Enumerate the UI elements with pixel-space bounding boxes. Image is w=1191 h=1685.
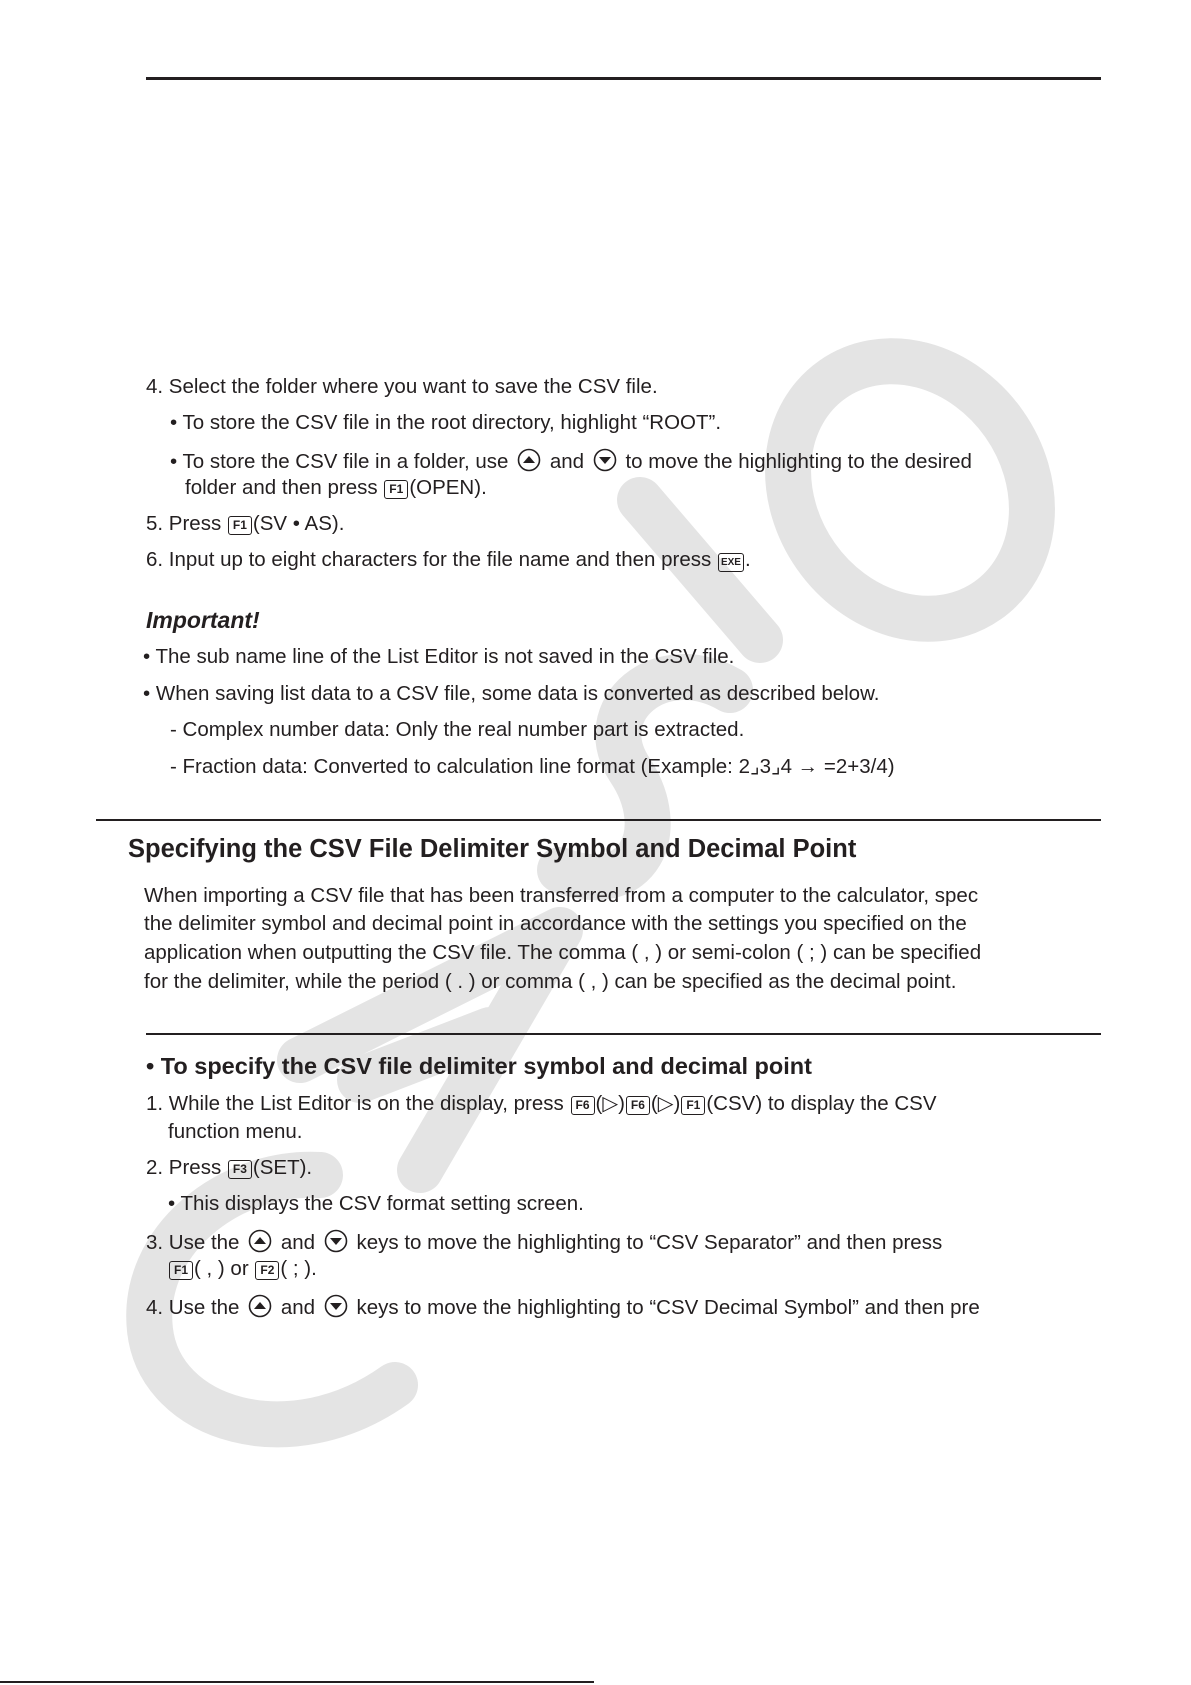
section-paragraph-line-1: When importing a CSV file that has been transferred from a computer to the calculator, spec: [144, 884, 979, 907]
step-text: 1. While the List Editor is on the display, press: [146, 1092, 564, 1115]
important-bullet-2: • When saving list data to a CSV file, some data is converted as described below.: [143, 682, 880, 705]
bottom-rule: [0, 1681, 594, 1683]
f2-key-icon: F2: [255, 1261, 279, 1280]
down-arrow-key-icon: [324, 1294, 348, 1318]
section-paragraph-line-4: for the delimiter, while the period ( . ) or comma ( , ) can be specified as the decimal point.: [144, 970, 957, 993]
step-text: keys to move the highlighting to “CSV Separator” and then press: [356, 1231, 943, 1254]
important-dash-2: - Fraction data: Converted to calculation line format (Example: 2⌟3⌟4 → =2+3/4): [170, 755, 895, 778]
step-text: keys to move the highlighting to “CSV Decimal Symbol” and then pre: [356, 1296, 980, 1319]
step-text: 4. Use the: [146, 1296, 240, 1319]
f6-key-icon: F6: [626, 1096, 650, 1115]
step-4-bullet-folder-cont: [185, 476, 487, 500]
step-text: ( , ) or: [194, 1257, 249, 1280]
bullet-text: • To store the CSV file in a folder, use: [170, 450, 509, 473]
down-arrow-key-icon: [324, 1229, 348, 1253]
exe-key-icon: EXE: [718, 553, 744, 572]
procedure-step-3-cont: [168, 1257, 317, 1281]
important-bullet-1: • The sub name line of the List Editor is not saved in the CSV file.: [143, 645, 735, 668]
step-text: and: [280, 1231, 316, 1254]
step-4-bullet-folder: [170, 448, 972, 474]
procedure-step-3: [146, 1229, 942, 1255]
procedure-step-1-cont: function menu.: [168, 1120, 303, 1143]
section-paragraph-line-2: the delimiter symbol and decimal point in accordance with the settings you specified on the: [144, 912, 967, 935]
step-text: 6. Input up to eight characters for the file name and then press: [146, 548, 712, 571]
step-text: 3. Use the: [146, 1231, 240, 1254]
up-arrow-key-icon: [248, 1294, 272, 1318]
down-arrow-key-icon: [593, 448, 617, 472]
bullet-text: to move the highlighting to the desired: [625, 450, 972, 473]
right-triangle-glyph: (▷): [595, 1092, 625, 1115]
section-paragraph-line-3: application when outputting the CSV file. The comma ( , ) or semi-colon ( ; ) can be specified: [144, 941, 982, 964]
section-heading: Specifying the CSV File Delimiter Symbol and Decimal Point: [128, 835, 857, 863]
important-heading: Important!: [146, 607, 260, 633]
procedure-step-1: [146, 1092, 937, 1116]
step-text: 2. Press: [146, 1156, 222, 1179]
f1-key-icon: F1: [681, 1096, 705, 1115]
step-6: [146, 548, 751, 572]
f1-key-icon: F1: [228, 516, 252, 535]
f3-key-icon: F3: [228, 1160, 252, 1179]
f1-key-icon: F1: [384, 480, 408, 499]
step-text: (SV • AS).: [252, 512, 345, 535]
procedure-step-2: [146, 1156, 312, 1180]
section-rule: [96, 819, 1101, 821]
procedure-step-4: [146, 1294, 980, 1320]
f1-key-icon: F1: [169, 1261, 193, 1280]
bullet-text: folder and then press: [185, 476, 378, 499]
step-4-bullet-root: • To store the CSV file in the root directory, highlight “ROOT”.: [170, 411, 722, 434]
f6-key-icon: F6: [571, 1096, 595, 1115]
step-text: 5. Press: [146, 512, 222, 535]
step-text: .: [744, 548, 751, 571]
step-5: [146, 512, 344, 536]
important-dash-1: - Complex number data: Only the real number part is extracted.: [170, 718, 745, 741]
bullet-text: and: [549, 450, 585, 473]
procedure-step-2-bullet: • This displays the CSV format setting screen.: [168, 1192, 584, 1215]
step-text: (SET).: [252, 1156, 313, 1179]
top-rule: [146, 77, 1101, 80]
up-arrow-key-icon: [248, 1229, 272, 1253]
step-text: (CSV) to display the CSV: [706, 1092, 937, 1115]
right-triangle-glyph: (▷): [650, 1092, 681, 1115]
bullet-text: (OPEN).: [409, 476, 487, 499]
procedure-heading: • To specify the CSV file delimiter symbol and decimal point: [146, 1053, 812, 1079]
procedure-rule: [146, 1033, 1101, 1035]
step-text: and: [280, 1296, 316, 1319]
step-text: ( ; ).: [280, 1257, 317, 1280]
step-4: 4. Select the folder where you want to save the CSV file.: [146, 375, 658, 398]
up-arrow-key-icon: [517, 448, 541, 472]
